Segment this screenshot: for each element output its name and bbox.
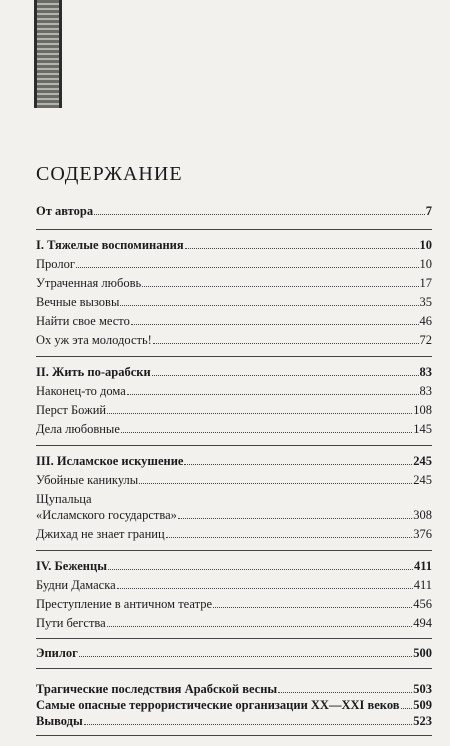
- entry-label: Трагические последствия Арабской весны: [36, 682, 278, 696]
- entry-page: 411: [413, 559, 432, 573]
- toc-entry-author: [36, 203, 432, 219]
- entry-label: Пути бегства: [36, 616, 106, 630]
- section-divider: [36, 668, 432, 669]
- toc-entry: [36, 332, 432, 348]
- entry-page: 83: [419, 384, 432, 398]
- entry-label: Ох уж эта молодость!: [36, 333, 152, 347]
- entry-label: Самые опасные террористические организации XX—XXI веков: [36, 698, 400, 712]
- toc-entry: [36, 596, 432, 612]
- entry-page: 245: [413, 454, 432, 468]
- entry-page: 7: [425, 204, 432, 218]
- toc-section-1: [36, 237, 432, 253]
- toc-entry: [36, 577, 432, 593]
- entry-page: 10: [419, 238, 432, 252]
- toc-section-3: [36, 453, 432, 469]
- section-divider: [36, 638, 432, 639]
- toc-entry-appendix: [36, 697, 432, 713]
- toc-entry: [36, 615, 432, 631]
- entry-label: I. Тяжелые воспоминания: [36, 238, 184, 252]
- entry-page: 376: [413, 527, 432, 541]
- entry-page: 456: [413, 597, 432, 611]
- toc-entry: [36, 256, 432, 272]
- entry-page: 509: [413, 698, 432, 712]
- section-divider: [36, 550, 432, 551]
- entry-label: Эпилог: [36, 646, 78, 660]
- entry-page: 35: [419, 295, 432, 309]
- section-divider: [36, 445, 432, 446]
- toc-entry: [36, 472, 432, 488]
- page-title: СОДЕРЖАНИЕ: [36, 163, 183, 185]
- entry-page: 10: [419, 257, 432, 271]
- entry-page: 494: [413, 616, 432, 630]
- entry-label: «Исламского государства»: [36, 508, 177, 522]
- entry-page: 411: [413, 578, 432, 592]
- entry-label: Преступление в античном театре: [36, 597, 213, 611]
- decorative-strip: [34, 0, 62, 108]
- toc-entry: [36, 313, 432, 329]
- toc-entry-epilogue: [36, 645, 432, 661]
- entry-page: 245: [413, 473, 432, 487]
- entry-page: 145: [413, 422, 432, 436]
- entry-page: 17: [419, 276, 432, 290]
- entry-label: Утраченная любовь: [36, 276, 142, 290]
- toc-entry-conclusions: [36, 713, 432, 729]
- entry-page: 500: [413, 646, 432, 660]
- toc-entry: [36, 402, 432, 418]
- toc-entry: [36, 507, 432, 523]
- entry-page: 83: [419, 365, 432, 379]
- toc-entry: [36, 383, 432, 399]
- entry-page: 108: [413, 403, 432, 417]
- entry-page: 523: [413, 714, 432, 728]
- entry-label: II. Жить по-арабски: [36, 365, 151, 379]
- toc-entry-appendix: [36, 681, 432, 697]
- entry-label: Дела любовные: [36, 422, 120, 436]
- toc-entry: [36, 526, 432, 542]
- entry-label: Перст Божий: [36, 403, 107, 417]
- entry-label: III. Исламское искушение: [36, 454, 184, 468]
- toc-entry-line: Щупальца: [36, 492, 92, 506]
- entry-page: 72: [419, 333, 432, 347]
- section-divider: [36, 229, 432, 230]
- entry-label: IV. Беженцы: [36, 559, 107, 573]
- entry-label: От автора: [36, 204, 94, 218]
- toc-section-4: [36, 558, 432, 574]
- entry-label: Убойные каникулы: [36, 473, 139, 487]
- section-divider: [36, 735, 432, 736]
- entry-page: 46: [419, 314, 432, 328]
- toc-entry: [36, 275, 432, 291]
- entry-label: Пролог: [36, 257, 75, 271]
- entry-page: 503: [413, 682, 432, 696]
- toc-entry: [36, 294, 432, 310]
- toc-section-2: [36, 364, 432, 380]
- toc-entry: [36, 421, 432, 437]
- entry-label: Найти свое место: [36, 314, 130, 328]
- entry-label: Джихад не знает границ: [36, 527, 165, 541]
- entry-label: Выводы: [36, 714, 83, 728]
- entry-page: 308: [413, 508, 432, 522]
- entry-label: Вечные вызовы: [36, 295, 120, 309]
- entry-label: Будни Дамаска: [36, 578, 116, 592]
- entry-label: Наконец-то дома: [36, 384, 126, 398]
- section-divider: [36, 356, 432, 357]
